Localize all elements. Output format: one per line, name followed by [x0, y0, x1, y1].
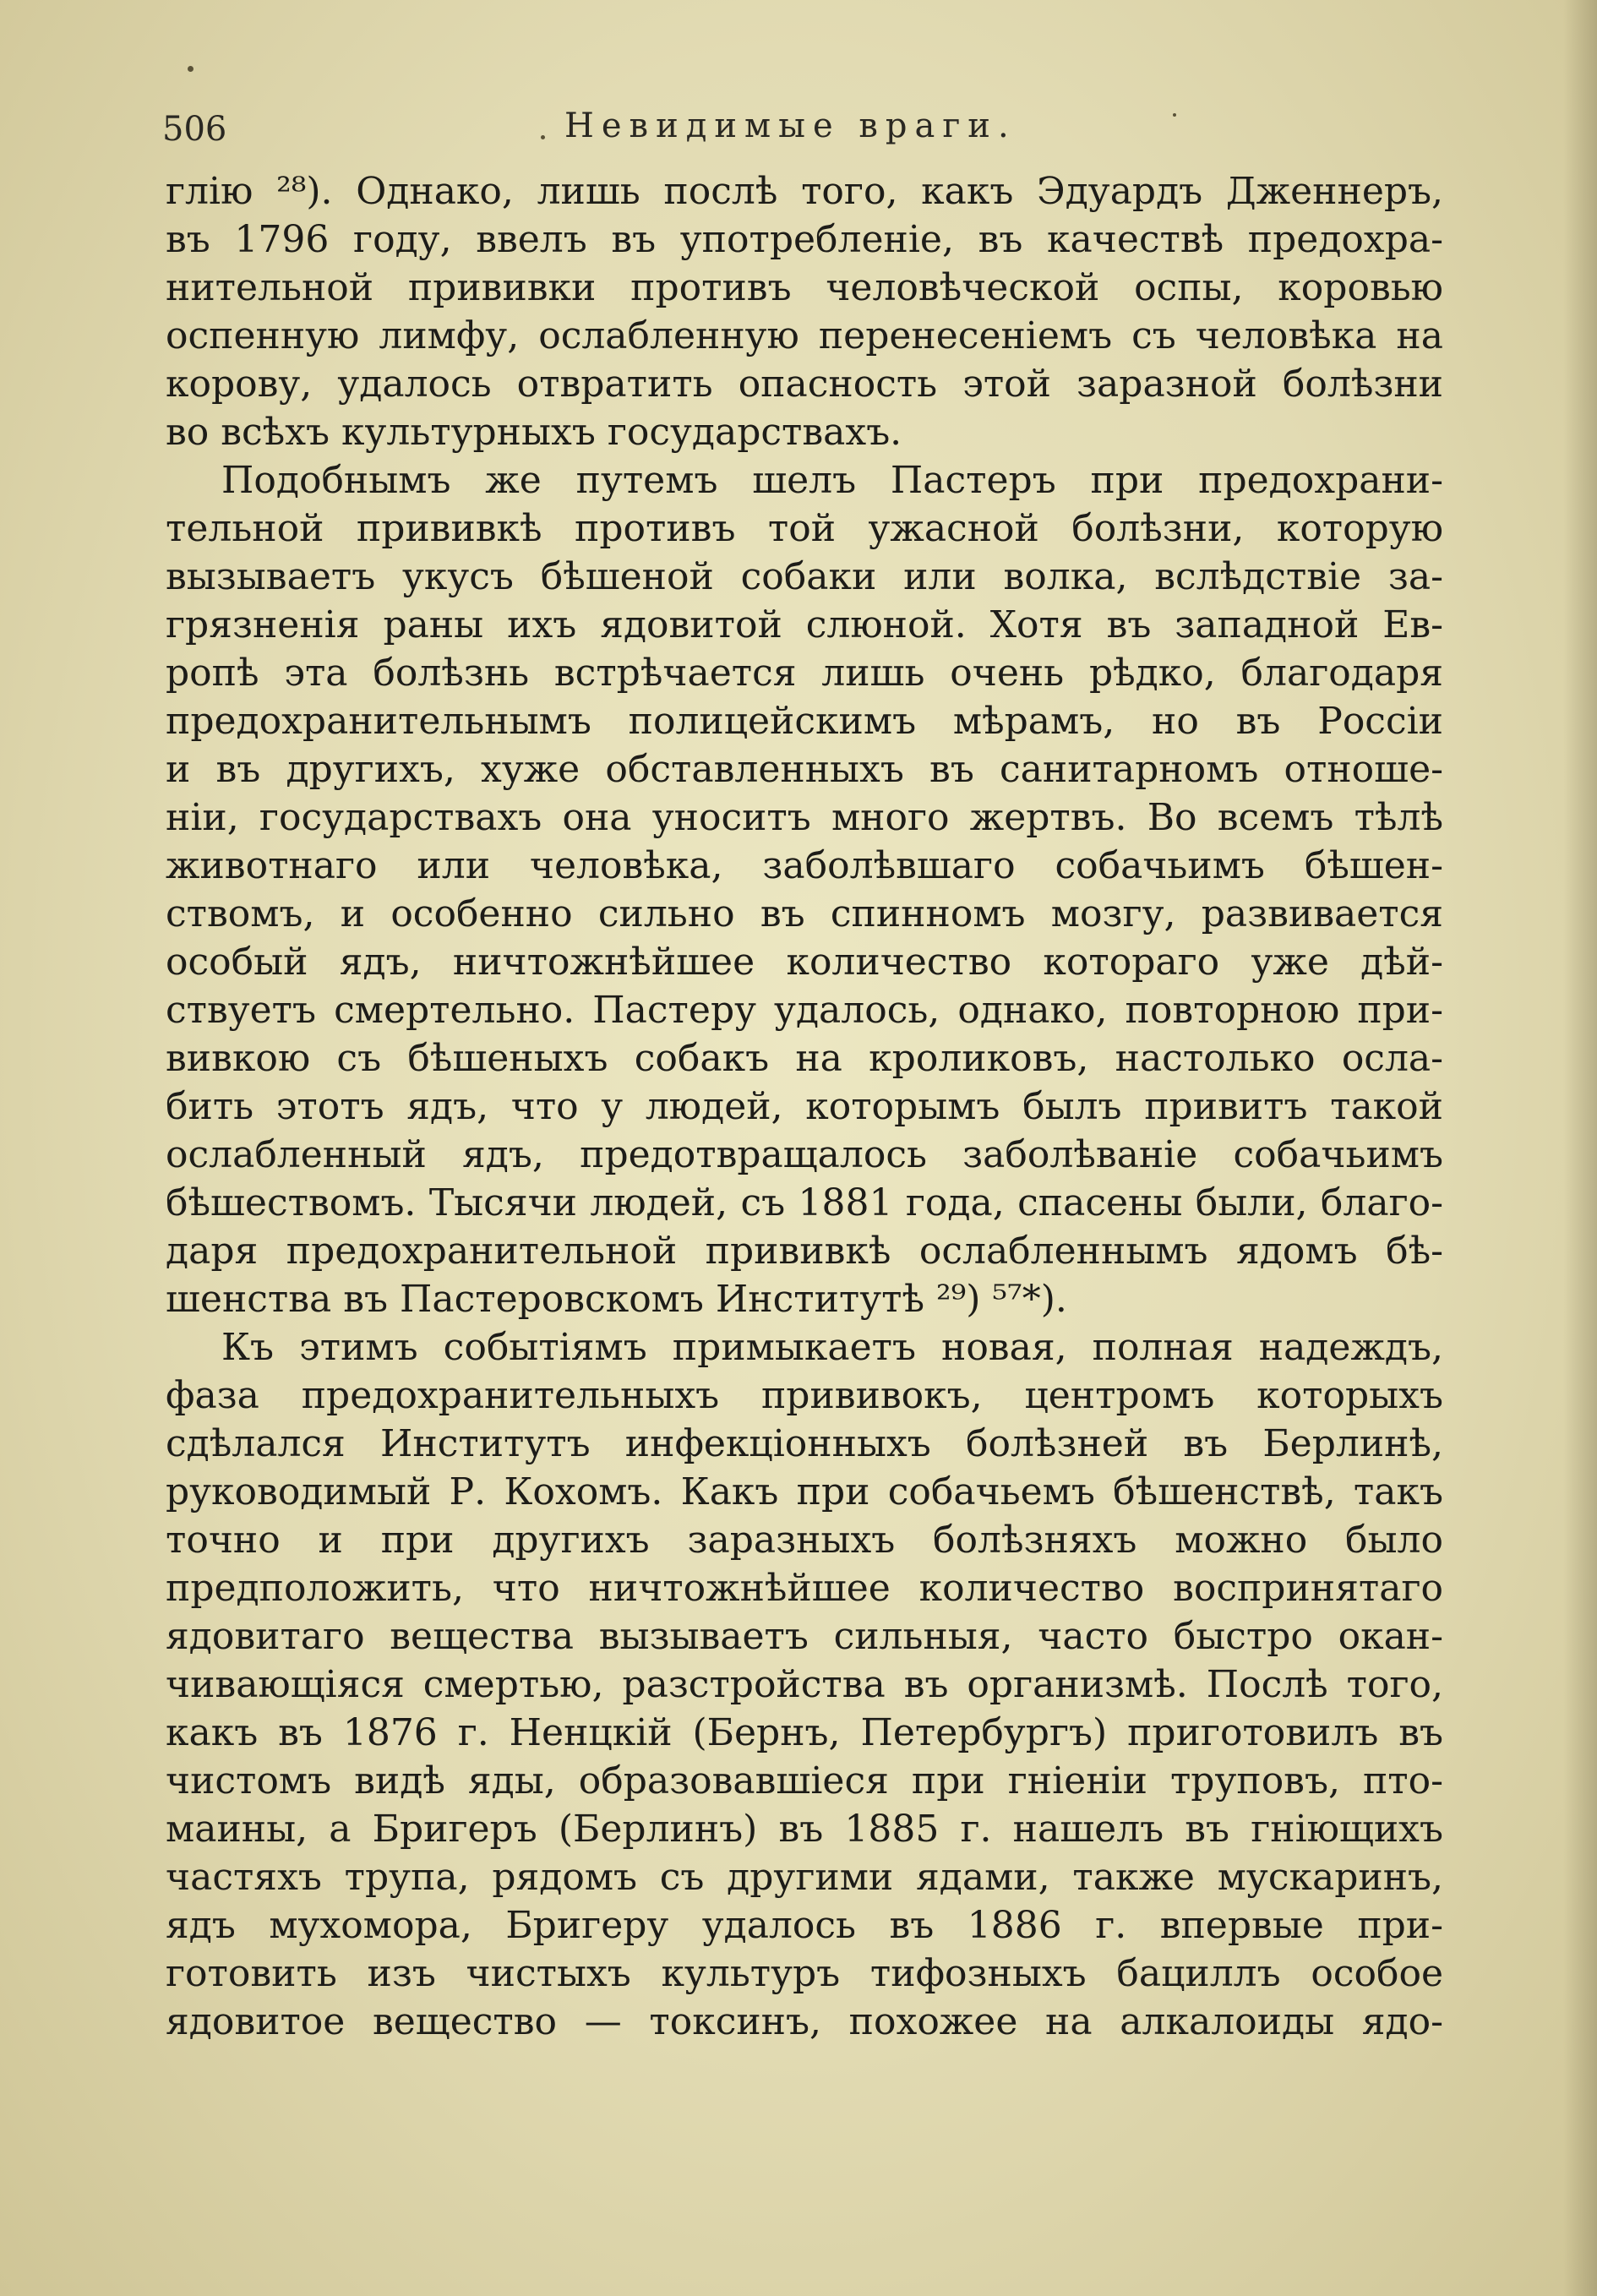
- text-line: нительной прививки противъ человѣческой оспы, коровью: [166, 266, 1443, 309]
- text-line: ядовитаго вещества вызываетъ сильныя, часто быстро окан-: [166, 1615, 1443, 1658]
- text-line: бить этотъ ядъ, что у людей, которымъ былъ привитъ такой: [166, 1085, 1443, 1128]
- text-line: Къ этимъ событіямъ примыкаетъ новая, полная надеждъ,: [221, 1326, 1443, 1369]
- text-line: ствомъ, и особенно сильно въ спинномъ мозгу, развивается: [166, 892, 1443, 935]
- text-line: вызываетъ укусъ бѣшеной собаки или волка, вслѣдствіе за-: [166, 555, 1443, 598]
- text-line: ядъ мухомора, Бригеру удалось въ 1886 г. впервые при-: [166, 1904, 1443, 1947]
- text-line: особый ядъ, ничтожнѣйшее количество котораго уже дѣй-: [166, 941, 1443, 984]
- text-line: руководимый Р. Кохомъ. Какъ при собачьемъ бѣшенствѣ, такъ: [166, 1470, 1443, 1513]
- page-number: 506: [162, 110, 227, 149]
- text-line: грязненія раны ихъ ядовитой слюной. Хотя въ западной Ев-: [166, 603, 1443, 646]
- text-line: какъ въ 1876 г. Ненцкій (Бернъ, Петербургъ) приготовилъ въ: [166, 1711, 1443, 1754]
- text-line: бѣшествомъ. Тысячи людей, съ 1881 года, спасены были, благо-: [166, 1181, 1443, 1224]
- text-line: точно и при другихъ заразныхъ болѣзняхъ можно было: [166, 1519, 1443, 1562]
- text-line: ствуетъ смертельно. Пастеру удалось, однако, повторною при-: [166, 989, 1443, 1032]
- text-line: ніи, государствахъ она уноситъ много жертвъ. Во всемъ тѣлѣ: [166, 796, 1443, 839]
- text-line: Подобнымъ же путемъ шелъ Пастеръ при предохрани-: [221, 459, 1443, 502]
- text-line: оспенную лимфу, ослабленную перенесеніемъ съ человѣка на: [166, 314, 1443, 357]
- text-line: чистомъ видѣ яды, образовавшіеся при гніеніи труповъ, пто-: [166, 1759, 1443, 1802]
- text-line: готовить изъ чистыхъ культуръ тифозныхъ бациллъ особое: [166, 1952, 1443, 1995]
- text-line: маины, а Бригеръ (Берлинъ) въ 1885 г. нашелъ въ гніющихъ: [166, 1808, 1443, 1851]
- page-edge-shadow: [1563, 0, 1597, 2296]
- text-line: и въ другихъ, хуже обставленныхъ въ санитарномъ отноше-: [166, 748, 1443, 791]
- text-line: предохранительнымъ полицейскимъ мѣрамъ, но въ Россіи: [166, 700, 1443, 743]
- text-line: шенства въ Пастеровскомъ Институтѣ ²⁹) ⁵⁷*).: [166, 1278, 1067, 1321]
- text-line: даря предохранительной прививкѣ ослабленнымъ ядомъ бѣ-: [166, 1230, 1443, 1273]
- text-line: ядовитое вещество — токсинъ, похожее на алкалоиды ядо-: [166, 2000, 1443, 2043]
- body-text: [166, 167, 1443, 2046]
- text-line: глію ²⁸). Однако, лишь послѣ того, какъ Эдуардъ Дженнеръ,: [166, 170, 1443, 213]
- text-line: предположить, что ничтожнѣйшее количество воспринятаго: [166, 1567, 1443, 1610]
- text-line: чивающіяся смертью, разстройства въ организмѣ. Послѣ того,: [166, 1663, 1443, 1706]
- text-line: ропѣ эта болѣзнь встрѣчается лишь очень рѣдко, благодаря: [166, 652, 1443, 695]
- text-line: въ 1796 году, ввелъ въ употребленіе, въ качествѣ предохра-: [166, 218, 1443, 261]
- text-line: частяхъ трупа, рядомъ съ другими ядами, также мускаринъ,: [166, 1856, 1443, 1899]
- text-line: ослабленный ядъ, предотвращалось заболѣваніе собачьимъ: [166, 1133, 1443, 1176]
- text-line: сдѣлался Институтъ инфекціонныхъ болѣзней въ Берлинѣ,: [166, 1422, 1443, 1465]
- text-line: тельной прививкѣ противъ той ужасной болѣзни, которую: [166, 507, 1443, 550]
- text-line: животнаго или человѣка, заболѣвшаго собачьимъ бѣшен-: [166, 844, 1443, 887]
- text-line: вивкою съ бѣшеныхъ собакъ на кроликовъ, настолько осла-: [166, 1037, 1443, 1080]
- page-header: [0, 100, 1597, 150]
- running-title: Невидимые враги.: [564, 106, 1017, 145]
- ink-speck: [188, 66, 193, 72]
- text-line: во всѣхъ культурныхъ государствахъ.: [166, 411, 902, 454]
- text-line: корову, удалось отвратить опасность этой заразной болѣзни: [166, 363, 1443, 406]
- text-line: фаза предохранительныхъ прививокъ, центромъ которыхъ: [166, 1374, 1443, 1417]
